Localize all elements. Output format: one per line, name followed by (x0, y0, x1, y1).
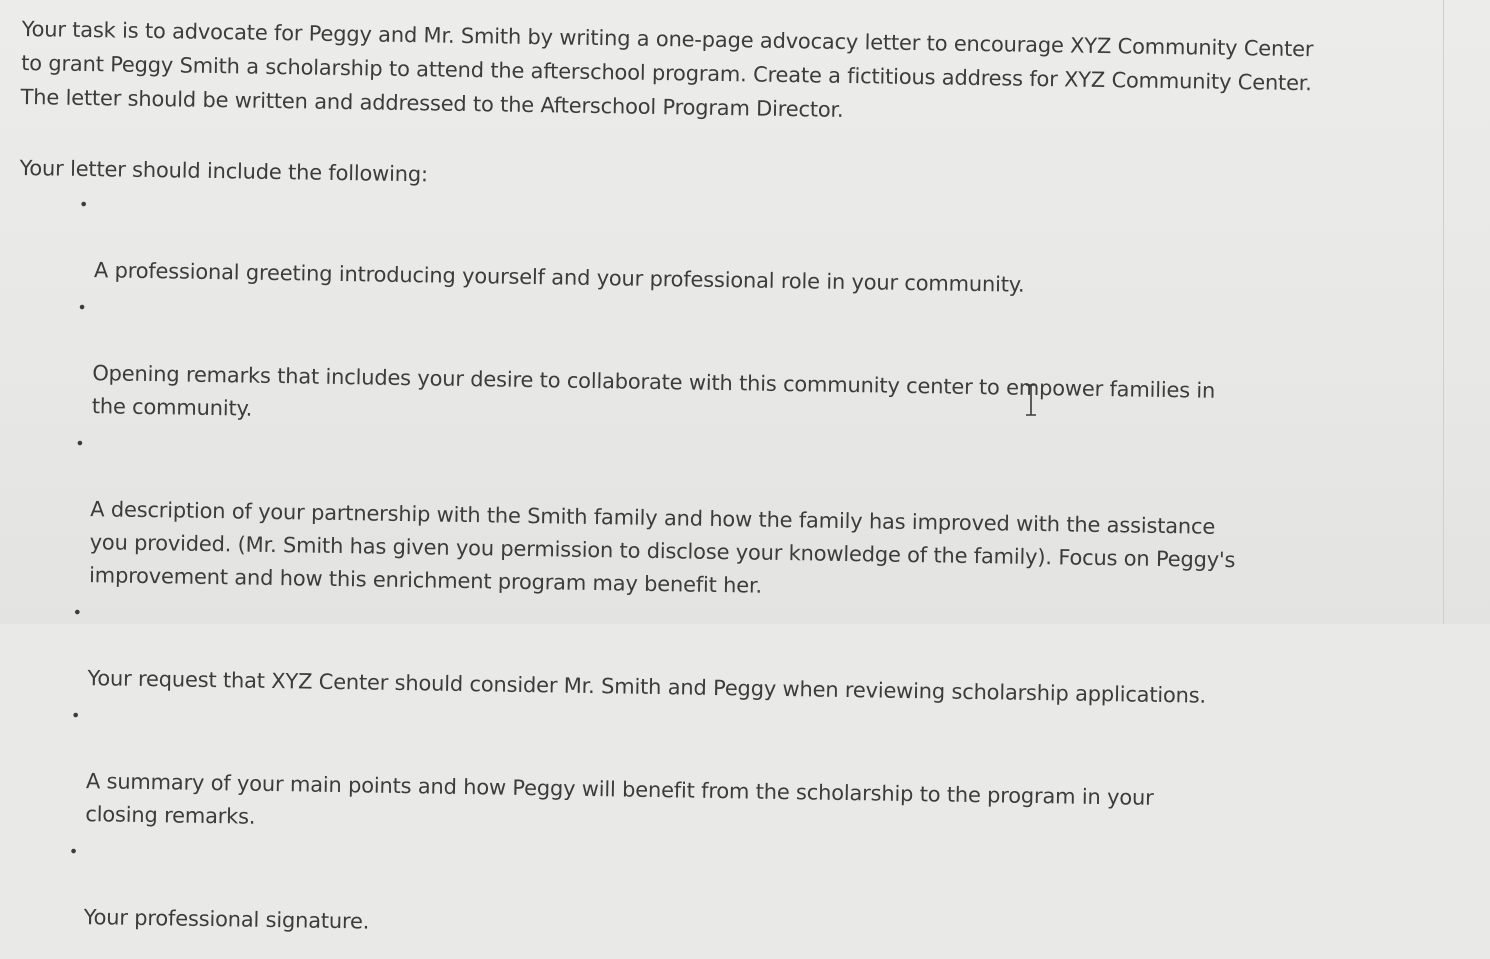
list-item (78, 188, 1419, 308)
list-item-text: A summary of your main points and how Peggy will benefit from the scholarship to the program in your closing remarks. (85, 769, 1154, 829)
requirements-list (8, 187, 1420, 955)
bullet-icon: • (77, 297, 87, 318)
bullet-icon: • (70, 705, 81, 725)
text-cursor-icon (1024, 383, 1038, 417)
bullet-icon: • (68, 841, 79, 861)
list-item (75, 427, 1415, 613)
panel-edge-divider (1443, 0, 1444, 624)
list-item (68, 835, 1409, 955)
bullet-icon: • (72, 602, 82, 623)
task-description: Your task is to advocate for Peggy and Mr. Smith by writing a one-page advocacy letter to encourage XYZ Community Center to grant Peggy Smith a scholarship to attend the afterschool program. Create a fictitious address for XYZ Community Center. The letter should be written and addressed to the Afterschool Program Director. (20, 16, 1314, 122)
bullet-icon: • (75, 433, 85, 454)
list-item (70, 699, 1411, 852)
requirements-heading: Your letter should include the following: (19, 155, 429, 187)
list-item-text: Opening remarks that includes your desire to collaborate with this community center to empower families in the community. (91, 361, 1216, 421)
list-item (72, 596, 1412, 716)
list-item-text: Your request that XYZ Center should consider Mr. Smith and Peggy when reviewing scholarship applications. (87, 666, 1207, 708)
list-item-text: A professional greeting introducing yourself and your professional role in your community. (93, 258, 1025, 297)
bullet-icon: • (78, 194, 89, 215)
assignment-content (7, 12, 1421, 959)
list-item (77, 291, 1418, 444)
list-item-text: Your professional signature. (83, 905, 370, 934)
list-item-text: A description of your partnership with the Smith family and how the family has improved with the assistance you provided. (Mr. Smith has given you permission to disclose your knowledge of the family). Focus on Peggy's improvement and how this enrichment program may benefit her. (88, 497, 1236, 598)
